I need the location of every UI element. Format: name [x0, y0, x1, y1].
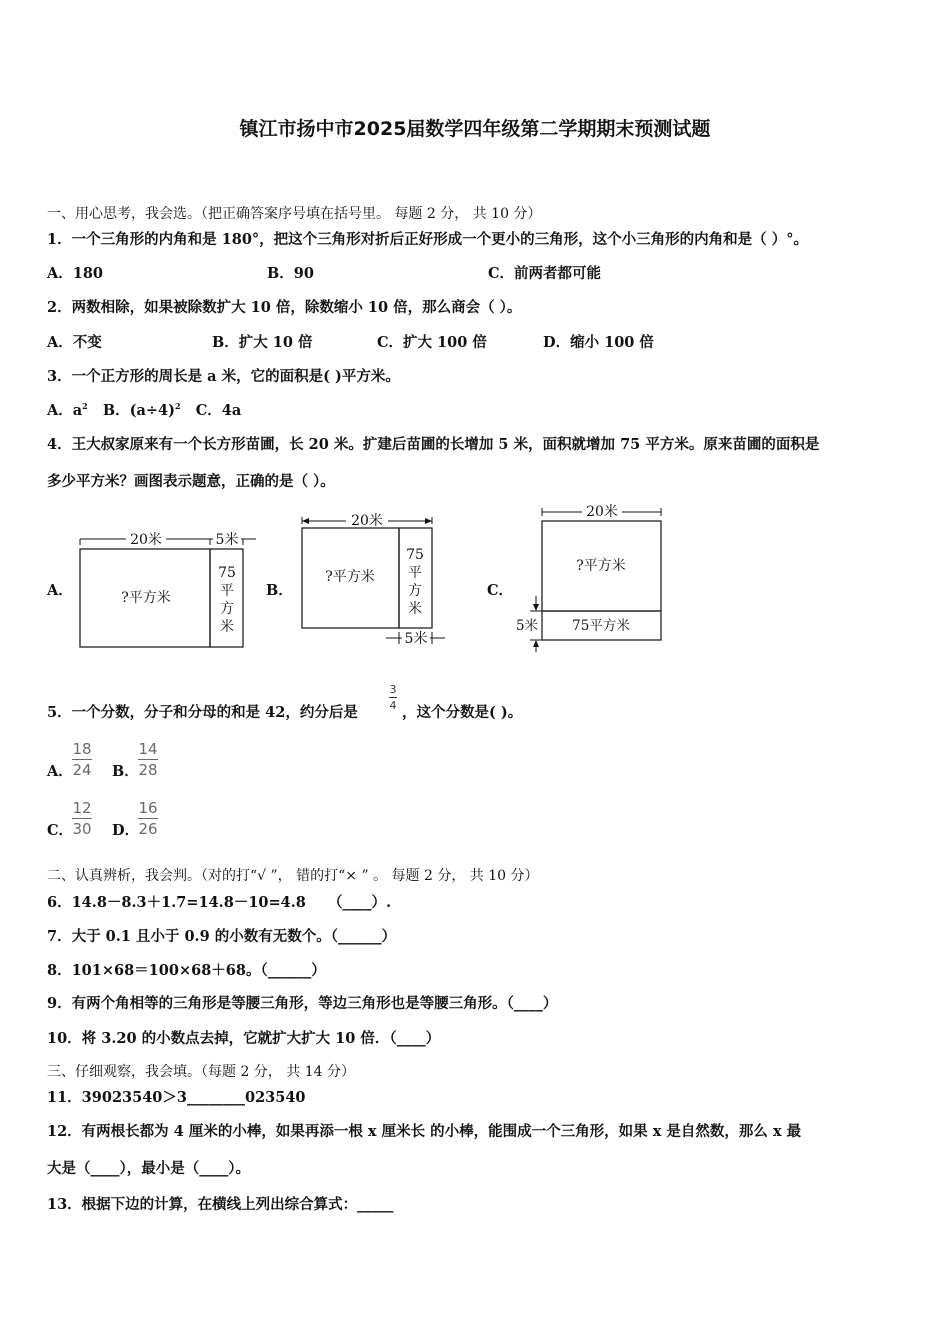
q3-option-b: B．(a÷4) [102, 402, 176, 419]
q3-option-a: A．a [47, 402, 83, 419]
question-9: 9．有两个角相等的三角形是等腰三角形，等边三角形也是等腰三角形。（____） [47, 995, 558, 1012]
q5-option-a-label: A． [47, 763, 73, 780]
fig-c-area-label: ?平方米 [576, 558, 626, 574]
question-7: 7．大于 0.1 且小于 0.9 的小数有无数个。（______） [47, 928, 396, 945]
fig-a-small-label-1: 75 [218, 565, 236, 581]
fig-b-area-label: ?平方米 [325, 569, 375, 585]
q5-option-b-denominator: 28 [138, 761, 158, 779]
q4-option-a-label: A． [47, 582, 73, 599]
q5-reduced-fraction [389, 683, 397, 712]
question-6-answer-blank: （____）. [328, 894, 392, 911]
question-8: 8．101×68＝100×68＋68。（______） [47, 962, 326, 979]
fig-c-side-label: 5米 [515, 618, 539, 634]
q3-option-b-exponent: 2 [175, 401, 181, 412]
q5-option-c-label: C． [47, 822, 74, 839]
q3-options [47, 399, 241, 420]
q2-option-b: B．扩大 10 倍 [212, 334, 313, 351]
q4-option-b-label: B． [266, 582, 293, 599]
fig-b-small-label-3: 方 [408, 583, 422, 599]
q5-option-b-numerator: 14 [138, 740, 158, 758]
question-12-line-1: 12．有两根长都为 4 厘米的小棒，如果再添一根 x 厘米长 的小棒，能围成一个三角形，如果 x 是自然数，那么 x 最 [47, 1123, 802, 1140]
q5-option-a-numerator: 18 [72, 740, 92, 758]
question-10: 10．将 3.20 的小数点去掉，它就扩大扩大 10 倍．（____） [47, 1030, 441, 1047]
question-2: 2．两数相除，如果被除数扩大 10 倍，除数缩小 10 倍，那么商会（ ）。 [47, 299, 522, 316]
q4-option-c-label: C． [487, 582, 514, 599]
question-5-text: 5．一个分数，分子和分母的和是 42，约分后是 [47, 704, 358, 721]
fig-b-top-label: 20米 [351, 513, 383, 529]
page-title: 镇江市扬中市2025届数学四年级第二学期期末预测试题 [239, 118, 711, 140]
q5-option-a-denominator: 24 [72, 761, 92, 779]
q5-option-d-label: D． [112, 822, 140, 839]
fig-a-small-label-3: 方 [220, 601, 234, 617]
fig-b-bottom-label: 5米 [404, 631, 428, 647]
fig-a-top2-label: 5米 [215, 532, 239, 548]
q5-option-a-fraction [72, 740, 92, 779]
question-11: 11．39023540＞3________023540 [47, 1089, 306, 1106]
fig-a-area-label: ?平方米 [121, 590, 171, 606]
figure-b [290, 508, 460, 653]
q5-option-b-fraction [138, 740, 158, 779]
figure-a [70, 520, 270, 660]
fig-c-small-label: 75平方米 [572, 618, 630, 634]
fig-b-small-label-2: 平 [408, 565, 422, 581]
q5-option-c-denominator: 30 [72, 820, 92, 838]
q1-option-b: B．90 [267, 265, 314, 282]
section-2-heading: 二、认真辨析，我会判。（对的打“√ ”， 错的打“× ” 。 每题 2 分， 共 10 分） [47, 868, 539, 884]
q2-option-a: A．不变 [47, 334, 102, 351]
question-1: 1．一个三角形的内角和是 180°，把这个三角形对折后正好形成一个更小的三角形，这个小三角形的内角和是（ ）°。 [47, 231, 808, 248]
section-3-heading: 三、仔细观察，我会填。（每题 2 分， 共 14 分） [47, 1064, 355, 1080]
question-4-line-2: 多少平方米？画图表示题意，正确的是（ ）。 [47, 473, 335, 490]
fig-a-small-label-4: 米 [220, 619, 234, 635]
question-13: 13．根据下边的计算，在横线上列出综合算式：_____ [47, 1196, 394, 1213]
section-1-heading: 一、用心思考，我会选。（把正确答案序号填在括号里。 每题 2 分， 共 10 分） [47, 206, 542, 222]
q2-option-d: D．缩小 100 倍 [543, 334, 654, 351]
q5-option-d-denominator: 26 [138, 820, 158, 838]
q5-reduced-denominator: 4 [389, 699, 397, 712]
q5-reduced-numerator: 3 [389, 683, 397, 696]
question-3: 3．一个正方形的周长是 a 米，它的面积是( )平方米。 [47, 368, 400, 385]
question-6: 6．14.8－8.3＋1.7=14.8－10=4.8 [47, 894, 306, 911]
question-5-text-end: ，这个分数是( )。 [402, 704, 523, 721]
question-12-line-2: 大是（____），最小是（____）。 [47, 1160, 250, 1177]
q5-option-d-fraction [138, 799, 158, 838]
q5-option-c-numerator: 12 [72, 799, 92, 817]
figure-c [510, 500, 680, 660]
q3-option-a-exponent: 2 [82, 401, 88, 412]
q5-option-b-label: B． [112, 763, 139, 780]
fig-c-top-label: 20米 [586, 504, 618, 520]
fig-a-small-label-2: 平 [220, 583, 234, 599]
fig-b-small-label-1: 75 [406, 547, 424, 563]
question-4-line-1: 4．王大叔家原来有一个长方形苗圃，长 20 米。扩建后苗圃的长增加 5 米，面积就增加 75 平方米。原来苗圃的面积是 [47, 436, 820, 453]
fig-b-small-label-4: 米 [408, 601, 422, 617]
fig-a-top-label: 20米 [130, 532, 162, 548]
q3-option-c: C．4a [195, 402, 242, 419]
q5-option-c-fraction [72, 799, 92, 838]
q1-option-c: C．前两者都可能 [488, 265, 602, 282]
q2-option-c: C．扩大 100 倍 [377, 334, 487, 351]
q1-option-a: A．180 [47, 265, 104, 282]
q5-option-d-numerator: 16 [138, 799, 158, 817]
